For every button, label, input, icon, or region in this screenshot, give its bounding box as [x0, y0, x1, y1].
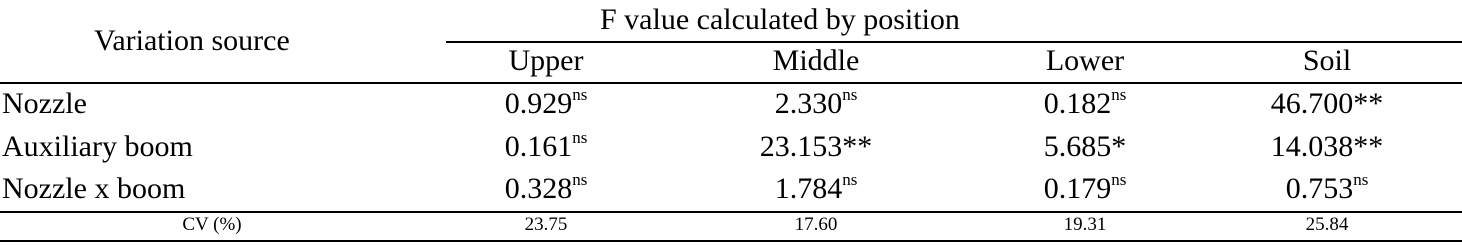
variation-source-header: Variation source [94, 24, 290, 57]
f-value-group-header: F value calculated by position [600, 3, 960, 36]
table-cell: $2.330^{ns}$ [774, 85, 858, 120]
table-cell: $0.161^{ns}$ [504, 128, 588, 163]
column-header-soil: Soil [1302, 44, 1352, 77]
table-cell: $0.328^{ns}$ [504, 170, 588, 205]
table-cell: $0.753^{ns}$ [1285, 170, 1369, 205]
table-cell: $0.182^{ns}$ [1043, 85, 1127, 120]
table-cell: 5.685* [1043, 130, 1127, 163]
row-label-nozzle: Nozzle [2, 87, 87, 120]
cv-row-label: CV (%) [182, 214, 242, 235]
table-cell: 46.700** [1270, 87, 1384, 120]
cv-value-soil: 25.84 [1305, 214, 1349, 235]
table-cell: 14.038** [1270, 130, 1384, 163]
cv-value-upper: 23.75 [524, 214, 568, 235]
column-header-lower: Lower [1045, 44, 1125, 77]
cv-value-lower: 19.31 [1063, 214, 1107, 235]
table-cell: $0.929^{ns}$ [504, 85, 588, 120]
group-header-rule [446, 41, 1462, 43]
cv-value-middle: 17.60 [794, 214, 838, 235]
table-cell: 23.153** [759, 130, 873, 163]
header-bottom-rule [0, 82, 1462, 84]
table-cell: $0.179^{ns}$ [1043, 170, 1127, 205]
column-header-upper: Upper [508, 44, 584, 77]
row-label-auxiliary-boom: Auxiliary boom [2, 130, 193, 163]
cv-top-rule [0, 211, 1462, 213]
table-cell: $1.784^{ns}$ [774, 170, 858, 205]
row-label-nozzle-x-boom: Nozzle x boom [2, 172, 186, 205]
table-bottom-rule [0, 240, 1462, 242]
column-header-middle: Middle [772, 44, 860, 77]
